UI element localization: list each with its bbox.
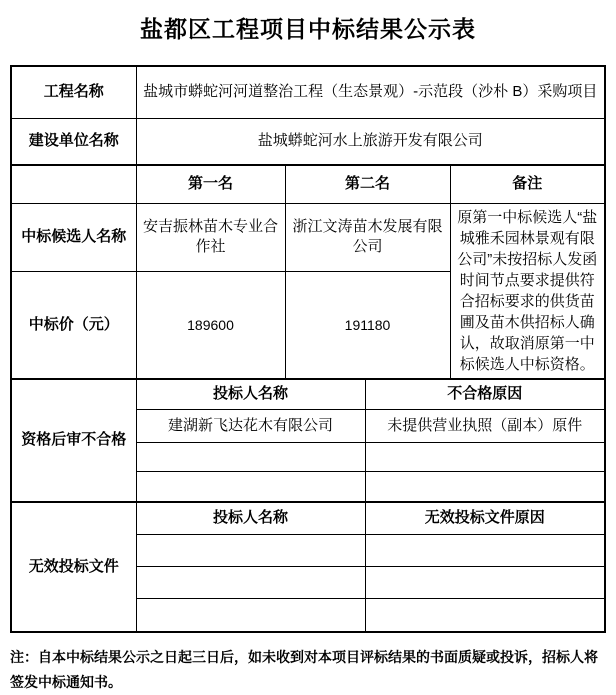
project-info-section — [12, 67, 604, 164]
disqualified-reason-cell: 未提供营业执照（副本）原件 — [365, 410, 604, 443]
corner-cell — [12, 165, 136, 203]
remark-header: 备注 — [450, 165, 604, 203]
candidate-name-label: 中标候选人名称 — [12, 203, 136, 271]
disqualified-bidder-cell — [136, 472, 365, 501]
rank1-candidate-name: 安吉振林苗木专业合作社 — [136, 203, 285, 271]
invalid-bids-section-label: 无效投标文件 — [12, 502, 136, 631]
disqualified-reason-cell — [365, 443, 604, 472]
rank2-bid-price: 191180 — [285, 271, 450, 377]
table-row — [12, 118, 604, 164]
disqualified-bidder-cell — [136, 443, 365, 472]
table-row — [12, 203, 604, 271]
disqualified-reason-cell — [365, 472, 604, 501]
disqualified-section — [12, 378, 604, 501]
page-title: 盐都区工程项目中标结果公示表 — [140, 16, 476, 42]
table-row — [12, 379, 604, 410]
invalid-reason-header: 无效投标文件原因 — [365, 502, 604, 535]
disqualified-bidder-cell: 建湖新飞达花木有限公司 — [136, 410, 365, 443]
bid-result-table — [10, 65, 606, 633]
invalid-reason-cell — [365, 535, 604, 567]
fail-reason-header: 不合格原因 — [365, 379, 604, 410]
candidates-section — [12, 164, 604, 378]
invalid-bidder-cell — [136, 599, 365, 631]
bidder-name-header: 投标人名称 — [136, 379, 365, 410]
remark-cell: 原第一中标候选人“盐城雅禾园林景观有限公司”未按招标人发函时间节点要求提供符合招标要求的供货苗圃及苗木供招标人确认，故取消原第一中标候选人中标资格。 — [450, 203, 604, 378]
table-row — [12, 165, 604, 203]
project-name-value: 盐城市蟒蛇河河道整治工程（生态景观）-示范段（沙朴 B）采购项目 — [136, 67, 604, 118]
rank1-header: 第一名 — [136, 165, 285, 203]
invalid-reason-cell — [365, 599, 604, 631]
disqualified-section-label: 资格后审不合格 — [12, 379, 136, 501]
footer-note: 注：自本中标结果公示之日起三日后，如未收到对本项目评标结果的书面质疑或投诉，招标人将签发中标通知书。 — [10, 648, 598, 690]
rank2-header: 第二名 — [285, 165, 450, 203]
invalid-bidder-cell — [136, 535, 365, 567]
owner-name-value: 盐城蟒蛇河水上旅游开发有限公司 — [136, 118, 604, 164]
owner-name-label: 建设单位名称 — [12, 118, 136, 164]
invalid-reason-cell — [365, 567, 604, 599]
invalid-bids-section — [12, 501, 604, 631]
rank1-bid-price: 189600 — [136, 271, 285, 377]
table-row — [12, 67, 604, 118]
rank2-candidate-name: 浙江文涛苗木发展有限公司 — [285, 203, 450, 271]
bid-price-label: 中标价（元） — [12, 271, 136, 377]
bidder-name-header: 投标人名称 — [136, 502, 365, 535]
table-row — [12, 502, 604, 535]
project-name-label: 工程名称 — [12, 67, 136, 118]
invalid-bidder-cell — [136, 567, 365, 599]
